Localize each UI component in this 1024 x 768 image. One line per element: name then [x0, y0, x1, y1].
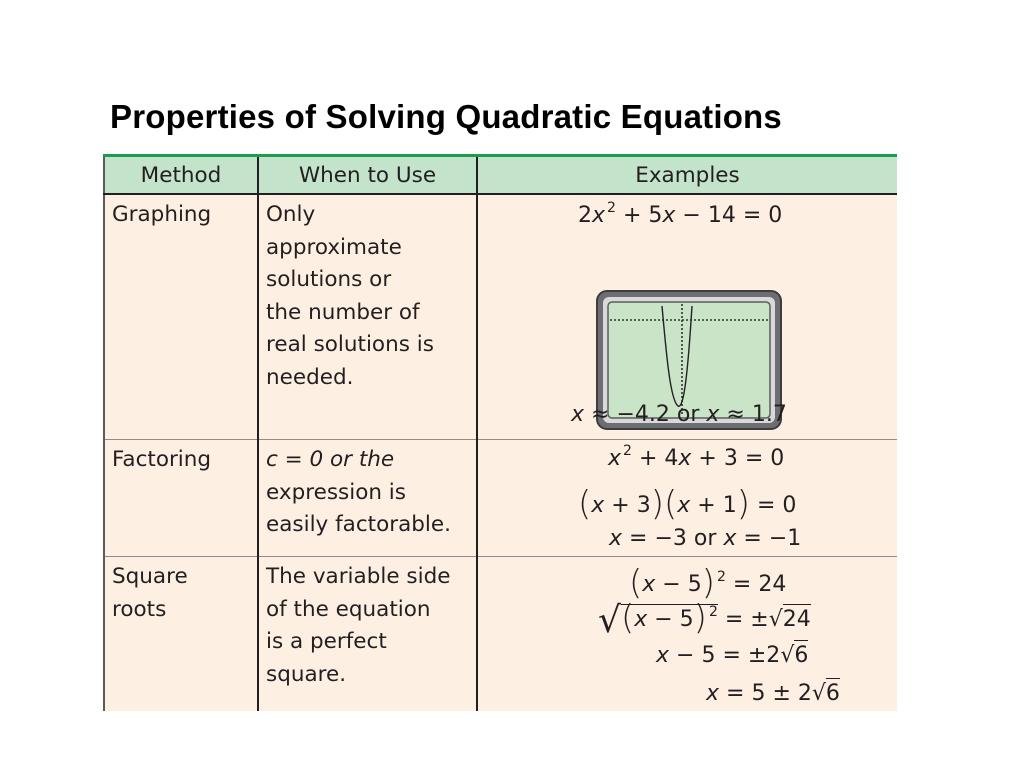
method-factoring: Factoring [104, 440, 258, 557]
examples-factoring [477, 440, 897, 557]
row-factoring [104, 440, 897, 557]
header-row [104, 156, 897, 195]
square-root-simplified: x − 5 = ±2√6 [656, 645, 808, 667]
graphing-equation: 2x $^2$ + 5x − 14 = 0 [578, 200, 783, 228]
graphing-solution: x ≈ −4.2 or x ≈ 1.7 [571, 402, 787, 427]
row-square-roots [104, 557, 897, 712]
header-when-to-use: When to Use [258, 156, 477, 195]
when-graphing: Only approximate solutions or the number of real solutions is needed. [258, 194, 477, 440]
method-graphing: Graphing [104, 194, 258, 440]
examples-square-roots [477, 557, 897, 712]
examples-graphing [477, 194, 897, 440]
row-graphing [104, 194, 897, 440]
when-factoring: c = 0 or the expression is easily factorable. [258, 440, 477, 557]
square-root-equation: (x − 5) $^2$ = 24 [629, 563, 787, 603]
factoring-solution: x = −3 or x = −1 [609, 526, 802, 551]
header-examples: Examples [477, 156, 897, 195]
square-root-both-sides: √(x − 5) $^2$ = ±√24 [598, 598, 811, 641]
method-square-roots: Square roots [104, 557, 258, 712]
properties-table [103, 154, 896, 711]
when-square-roots: The variable side of the equation is a perfect square. [258, 557, 477, 712]
factoring-equation: x $^2$ + 4x + 3 = 0 [608, 443, 785, 471]
factored-form: (x + 3)(x + 1) = 0 [578, 484, 797, 524]
header-method: Method [104, 156, 258, 195]
square-root-solution: x = 5 ± 2√6 [706, 683, 840, 705]
page-title: Properties of Solving Quadratic Equations [110, 98, 782, 135]
